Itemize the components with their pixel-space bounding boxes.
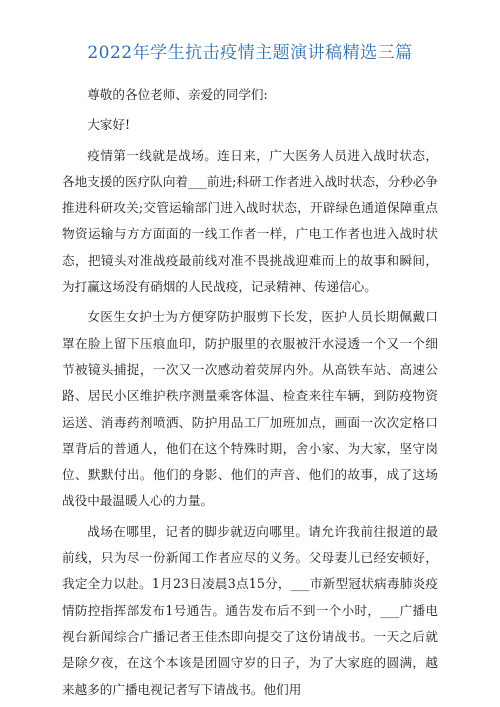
paragraph-1: 疫情第一线就是战场。连日来，广大医务人员进入战时状态，各地支援的医疗队向着___前进;科研工作者进入战时状态，分秒必争推进科研攻关;交管运输部门进入战时状态，开辟绿色通道保障重点物资运输与方方面面的一线工作者一样，广电工作者也进入战时状态，把镜头对准战疫最前线对准不畏挑战迎难而上的故事和瞬间，为打赢这场没有硝烟的人民战疫，记录精神、传递信心。 bbox=[62, 147, 438, 295]
greeting: 大家好! bbox=[87, 117, 131, 133]
salutation: 尊敬的各位老师、亲爱的同学们: bbox=[87, 87, 268, 102]
document-title: 2022年学生抗击疫情主题演讲稿精选三篇 bbox=[87, 43, 413, 63]
document-body bbox=[62, 82, 438, 703]
paragraph-3: 战场在哪里，记者的脚步就迈向哪里。请允许我前往报道的最前线，只为尽一份新闻工作者应尽的义务。父母妻儿已经安顿好，我定全力以赴。1月23日凌晨3点15分，___市新型冠状病毒肺炎疫情防控指挥部发布1号通告。通告发布后不到一个小时，___广播电视台新闻综合广播记者王佳杰即向提交了这份请战书。一天之后就是除夕夜，在这个本该是团圆守岁的日子，为了大家庭的圆满，越来越多的广播电视记者写下请战书。他们用 bbox=[62, 523, 438, 697]
paragraph-2: 女医生女护士为方便穿防护服剪下长发，医护人员长期佩戴口罩在脸上留下压痕血印，防护服里的衣服被汗水浸透一个又一个细节被镜头捕捉，一次又一次感动着荧屏内外。从高铁车站、高速公路、居民小区维护秩序测量乘客体温、检查来往车辆，到防疫物资运送、消毒药剂喷洒、防护用品工厂加班加点，画面一次次定格口罩背后的普通人，他们在这个特殊时期，舍小家、为大家，坚守岗位、默默付出。他们的身影、他们的声音、他们的故事，成了这场战役中最温暖人心的力量。 bbox=[62, 309, 438, 509]
